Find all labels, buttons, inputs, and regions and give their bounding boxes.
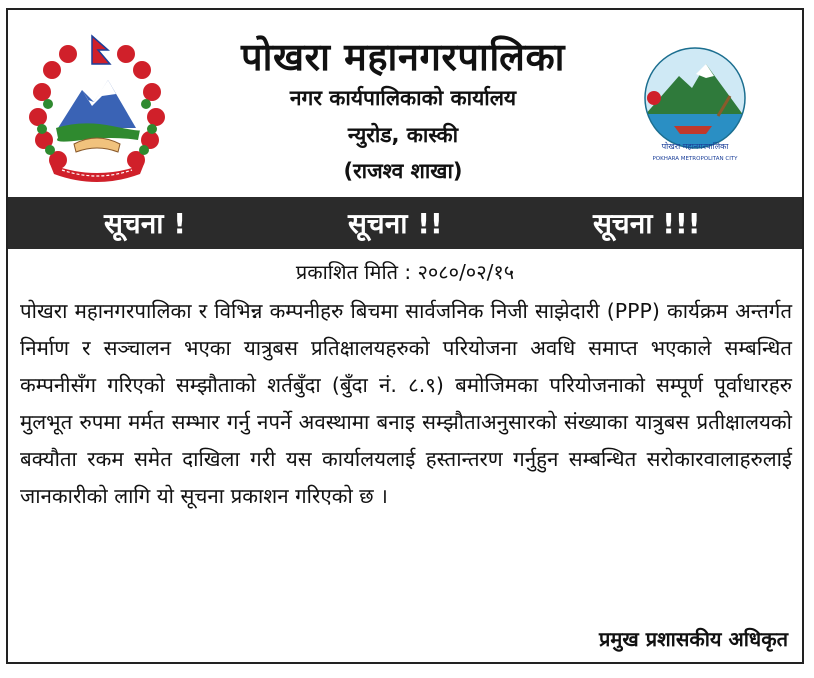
notice-frame bbox=[6, 8, 804, 664]
branch-name: (राजश्व शाखा) bbox=[343, 159, 463, 183]
notice-band bbox=[8, 197, 802, 249]
notice-label-1: सूचना ! bbox=[104, 207, 187, 240]
notice-header bbox=[8, 10, 802, 197]
signature: प्रमुख प्रशासकीय अधिकृत bbox=[599, 627, 788, 651]
office-name: नगर कार्यपालिकाको कार्यालय bbox=[289, 86, 517, 110]
logo-caption-en: POKHARA METROPOLITAN CITY bbox=[652, 156, 738, 162]
logo-caption: पोखरा महानगरपालिका bbox=[661, 142, 729, 151]
published-date: प्रकाशित मिति : २०८०/०२/१५ bbox=[295, 260, 515, 284]
nepal-emblem-icon bbox=[22, 32, 172, 182]
organization-name: पोखरा महानगरपालिका bbox=[241, 35, 565, 79]
office-address: न्युरोड, कास्की bbox=[347, 123, 459, 147]
notice-body: पोखरा महानगरपालिका र विभिन्न कम्पनीहरु बिचमा सार्वजनिक निजी साझेदारी (PPP) कार्यक्रम अन्तर्गत निर्माण र सञ्चालन भएका यात्रुबस प्रतिक्षालयहरुको परियोजना अवधि समाप्त भएकाले सम्बन्धित कम्पनीसँग गरिएको सम्झौताको शर्तबुँदा (बुँदा नं. ८.९) बमोजिमका परियोजनाको सम्पूर्ण पूर्वाधारहरु मुलभूत रुपमा मर्मत सम्भार गर्नु नपर्ने अवस्थामा बनाइ सम्झौताअनुसारको संख्याका यात्रुबस प्रतीक्षालयको बक्यौता रकम समेत दाखिला गरी यस कार्यालयलाई हस्तान्तरण गर्नुहुन सम्बन्धित सरोकारवालाहरुलाई जानकारीको लागि यो सूचना प्रकाशन गरिएको छ । bbox=[20, 299, 792, 508]
notice-label-3: सूचना !!! bbox=[593, 207, 701, 240]
pokhara-city-logo bbox=[634, 46, 756, 166]
notice-label-2: सूचना !! bbox=[348, 207, 443, 240]
